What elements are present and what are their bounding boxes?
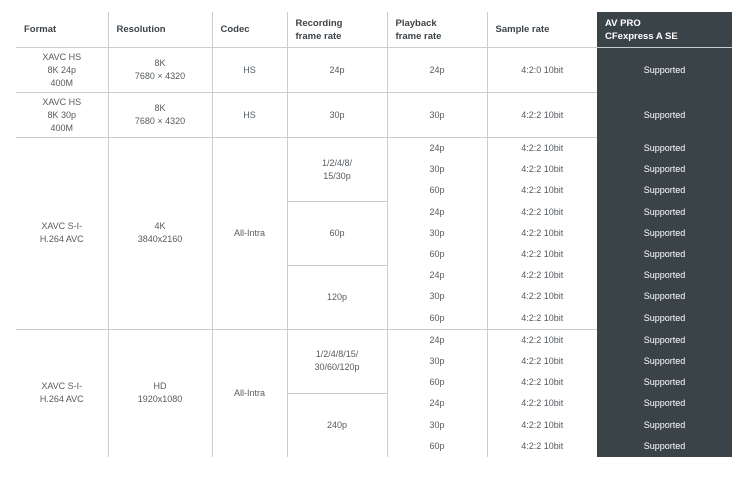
support-cell: Supported — [597, 265, 732, 286]
sample-rate-cell: 4:2:2 10bit — [487, 436, 597, 457]
sample-rate-cell: 4:2:2 10bit — [487, 286, 597, 307]
support-cell: Supported — [597, 286, 732, 307]
playback-frame-rate-cell: 30p — [387, 159, 487, 180]
sample-rate-cell: 4:2:2 10bit — [487, 265, 597, 286]
support-cell: Supported — [597, 329, 732, 351]
sample-rate-cell: 4:2:2 10bit — [487, 138, 597, 160]
recording-frame-rate-cell: 30p — [287, 93, 387, 138]
support-cell: Supported — [597, 159, 732, 180]
support-cell: Supported — [597, 308, 732, 330]
support-cell: Supported — [597, 223, 732, 244]
header-sample-rate: Sample rate — [487, 12, 597, 48]
playback-frame-rate-cell: 24p — [387, 138, 487, 160]
format-cell: XAVC HS 8K 24p 400M — [16, 48, 108, 93]
playback-frame-rate-cell: 60p — [387, 244, 487, 265]
support-cell: Supported — [597, 202, 732, 223]
header-format: Format — [16, 12, 108, 48]
table-row — [16, 93, 732, 138]
playback-frame-rate-cell: 30p — [387, 286, 487, 307]
support-cell: Supported — [597, 93, 732, 138]
support-cell: Supported — [597, 372, 732, 393]
playback-frame-rate-cell: 24p — [387, 48, 487, 93]
sample-rate-cell: 4:2:2 10bit — [487, 414, 597, 435]
resolution-cell: 4K 3840x2160 — [108, 138, 212, 330]
playback-frame-rate-cell: 60p — [387, 372, 487, 393]
playback-frame-rate-cell: 30p — [387, 414, 487, 435]
sample-rate-cell: 4:2:2 10bit — [487, 93, 597, 138]
support-cell: Supported — [597, 436, 732, 457]
sample-rate-cell: 4:2:2 10bit — [487, 244, 597, 265]
support-cell: Supported — [597, 138, 732, 160]
header-resolution: Resolution — [108, 12, 212, 48]
header-row — [16, 12, 732, 48]
header-card-model: AV PRO CFexpress A SE — [597, 12, 732, 48]
support-cell: Supported — [597, 244, 732, 265]
sample-rate-cell: 4:2:0 10bit — [487, 48, 597, 93]
header-recording-frame-rate: Recording frame rate — [287, 12, 387, 48]
recording-frame-rate-cell: 240p — [287, 393, 387, 457]
codec-cell: HS — [212, 93, 287, 138]
format-cell: XAVC S-I- H.264 AVC — [39, 381, 84, 405]
recording-frame-rate-cell: 1/2/4/8/ 15/30p — [287, 138, 387, 202]
recording-frame-rate-cell: 24p — [287, 48, 387, 93]
playback-frame-rate-cell: 24p — [387, 393, 487, 414]
playback-frame-rate-cell: 24p — [387, 265, 487, 286]
spec-table-container — [16, 12, 732, 469]
support-cell: Supported — [597, 180, 732, 201]
resolution-cell: 8K 7680 × 4320 — [108, 48, 212, 93]
playback-frame-rate-cell: 24p — [387, 329, 487, 351]
playback-frame-rate-cell: 60p — [387, 308, 487, 330]
sample-rate-cell: 4:2:2 10bit — [487, 223, 597, 244]
support-cell: Supported — [597, 414, 732, 435]
recording-frame-rate-cell: 60p — [287, 202, 387, 266]
sample-rate-cell: 4:2:2 10bit — [487, 372, 597, 393]
resolution-cell: HD 1920x1080 — [108, 329, 212, 457]
sample-rate-cell: 4:2:2 10bit — [487, 393, 597, 414]
playback-frame-rate-cell: 30p — [387, 223, 487, 244]
sample-rate-cell: 4:2:2 10bit — [487, 351, 597, 372]
format-cell: XAVC HS 8K 30p 400M — [16, 93, 108, 138]
sample-rate-cell: 4:2:2 10bit — [487, 159, 597, 180]
playback-frame-rate-cell: 30p — [387, 93, 487, 138]
playback-frame-rate-cell: 60p — [387, 436, 487, 457]
header-codec: Codec — [212, 12, 287, 48]
table-row — [16, 48, 732, 93]
playback-frame-rate-cell: 24p — [387, 202, 487, 223]
format-cell: XAVC S-I- H.264 AVC — [16, 138, 108, 330]
resolution-cell: 8K 7680 × 4320 — [108, 93, 212, 138]
table-row — [16, 138, 732, 160]
sample-rate-cell: 4:2:2 10bit — [487, 202, 597, 223]
recording-format-compatibility-table — [16, 12, 732, 457]
codec-cell: All-Intra — [212, 329, 287, 457]
sample-rate-cell: 4:2:2 10bit — [487, 180, 597, 201]
playback-frame-rate-cell: 30p — [387, 351, 487, 372]
playback-frame-rate-cell: 60p — [387, 180, 487, 201]
sample-rate-cell: 4:2:2 10bit — [487, 329, 597, 351]
sample-rate-cell: 4:2:2 10bit — [487, 308, 597, 330]
recording-frame-rate-cell: 1/2/4/8/15/ 30/60/120p — [287, 329, 387, 393]
table-row — [16, 329, 732, 351]
support-cell: Supported — [597, 48, 732, 93]
codec-cell: All-Intra — [212, 138, 287, 330]
support-cell: Supported — [597, 393, 732, 414]
codec-cell: HS — [212, 48, 287, 93]
recording-frame-rate-cell: 120p — [287, 265, 387, 329]
header-playback-frame-rate: Playback frame rate — [387, 12, 487, 48]
support-cell: Supported — [597, 351, 732, 372]
